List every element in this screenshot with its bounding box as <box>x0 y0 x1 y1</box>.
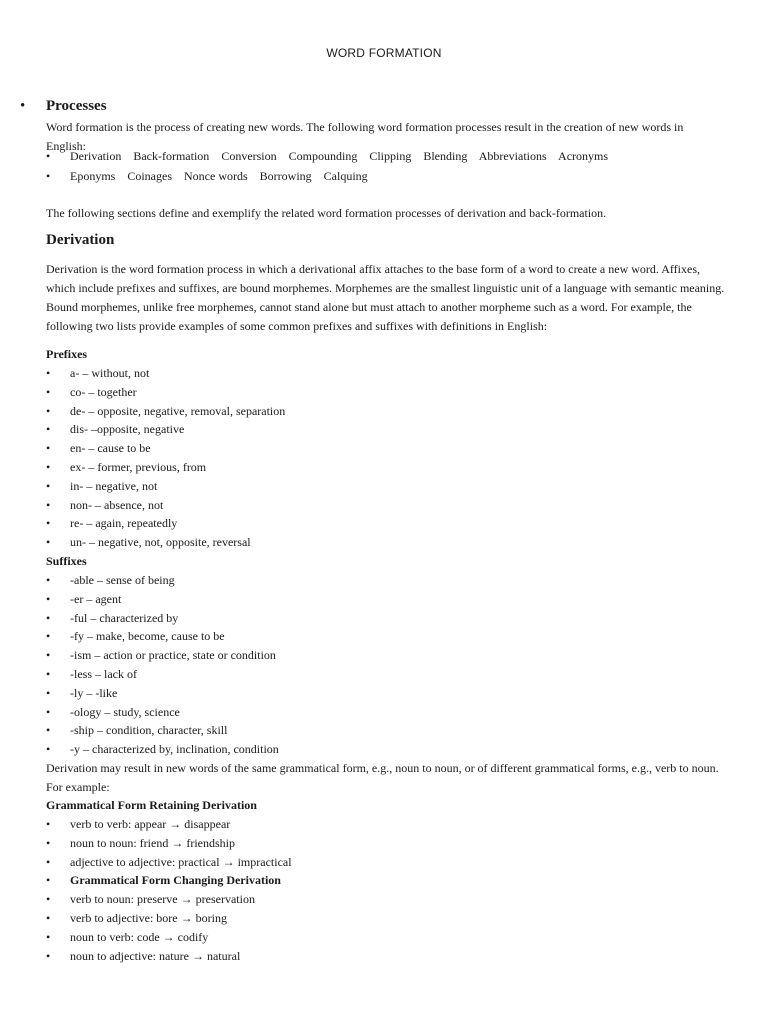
processes-intro: Word formation is the process of creating new words. The following word formation processes result in the creation of new words in English: <box>46 120 684 153</box>
process-item: Acronyms <box>558 149 609 163</box>
section-bullet: • <box>20 98 26 114</box>
process-item: Back-formation <box>133 149 210 163</box>
process-item: Conversion <box>221 149 277 163</box>
process-item: Coinages <box>127 169 173 183</box>
page-title: WORD FORMATION <box>326 46 442 60</box>
suffixes-label: Suffixes <box>46 554 87 568</box>
prefixes-label: Prefixes <box>46 347 88 361</box>
derivation-paragraph: Derivation is the word formation process in which a derivational affix attaches to the base form of a word to create a new word. Affixes, which include prefixes and suffixes, are bound morphemes. Morphemes are the smallest linguistic unit of a language with semantic meaning. Bound morphemes, unlike free morphemes, cannot stand alone but must attach to another morpheme such as a word. For example, the following two lists provide examples of some common prefixes and suffixes with definitions in English: <box>46 262 725 333</box>
derivation-heading: Derivation <box>46 232 115 248</box>
process-item: Clipping <box>369 149 412 163</box>
retaining-label: Grammatical Form Retaining Derivation <box>46 798 257 812</box>
processes-followup: The following sections define and exemplify the related word formation processes of derivation and back-formation. <box>46 206 607 220</box>
process-item: Compounding <box>288 149 358 163</box>
processes-row-items <box>70 146 617 166</box>
process-item: Nonce words <box>184 169 248 183</box>
process-item: Eponyms <box>70 169 116 183</box>
process-item: Derivation <box>70 149 122 163</box>
derivation-result-text: Derivation may result in new words of the same grammatical form, e.g., noun to noun, or of different grammatical forms, e.g., verb to noun. For example: <box>46 761 719 794</box>
document-page: WORD FORMATION • Processes Word formation is the process of creating new words. The following word formation processes result in the creation of new words in English: • Derivation Back-formation Conversion Compounding Clipping Blending Abbreviations Acronyms • Eponyms Coinages Nonce words Borrowing Calquing The following sections define and exemplify the related word formation processes of derivation and back-formation. Derivation Derivation is the word formation process in which a derivational affix attaches to the base form of a word to create a new word. Affixes, which include prefixes and suffixes, are bound morphemes. Morphemes are the smallest linguistic unit of a language with semantic meaning. Bound morphemes, unlike free morphemes, cannot stand alone but must attach to another morpheme such as a word. For example, the following two lists provide examples of some common prefixes and suffixes with definitions in English: Prefixes • a- – without, not • co- – together • de- – opposite, negative, removal, separation • dis- –opposite, negative • en- – cause to be • ex- – former, previous, from • in- – negative, not • non- – absence, not • re- – again, repeatedly • un- – negative, not, opposite, reversal Suffixes • -able – sense of being • -er – agent • -ful – characterized by • -fy – make, become, cause to be • -ism – action or practice, state or condition • -less – lack of • -ly – -like • -ology – study, science • -ship – condition, character, skill • -y – characterized by, inclination, condition Derivation may result in new words of the same grammatical form, e.g., noun to noun, or of different grammatical forms, e.g., verb to noun. For example: Grammatical Form Retaining Derivation • verb to verb: appear → disappear • noun to noun: friend → friendship • adjective to adjective: practical → impractical • Grammatical Form Changing Derivation • verb to noun: preserve → preservation • verb to adjective: bore → boring • noun to verb: code → codify • noun to adjective: nature → natural <box>0 0 768 1024</box>
bullet-icon: • <box>46 149 51 163</box>
processes-heading: Processes <box>46 98 107 114</box>
processes-row-items <box>70 166 377 186</box>
process-item: Abbreviations <box>478 149 547 163</box>
process-item: Calquing <box>323 169 368 183</box>
process-item: Borrowing <box>259 169 312 183</box>
process-item: Blending <box>423 149 468 163</box>
bullet-icon: • <box>46 169 51 183</box>
